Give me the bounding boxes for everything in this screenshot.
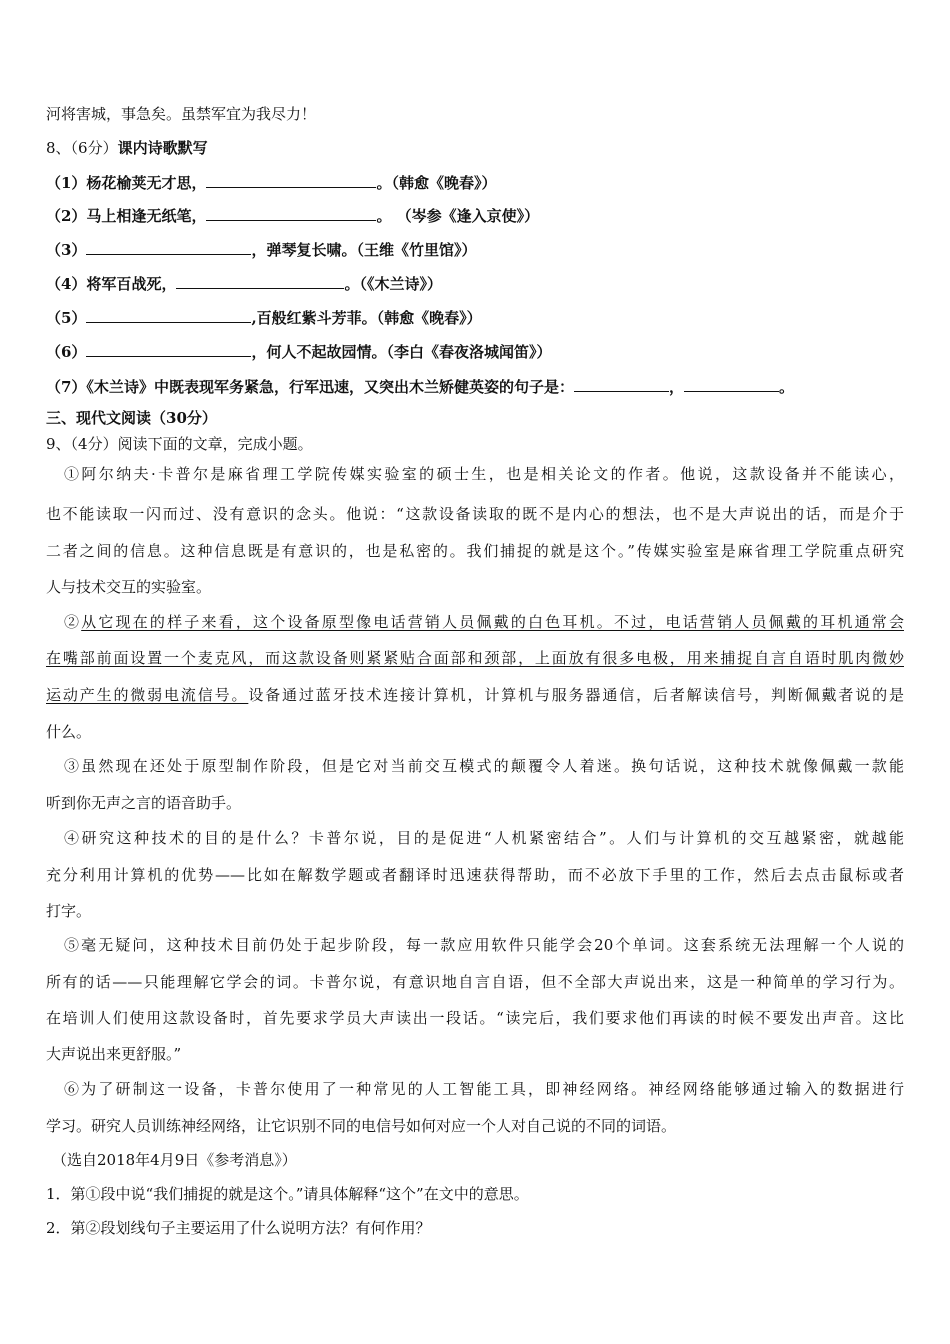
para-5-line: 大声说出来更舒服。” [46, 1045, 182, 1063]
para-4-line: ④研究这种技术的目的是什么？卡普尔说，目的是促进“人机紧密结合”。人们与计算机的交互越紧密，就越能 [64, 829, 904, 847]
question-8-score: 8、（6分） [46, 139, 118, 157]
underlined-sentence: 运动产生的微弱电流信号。 [46, 686, 249, 704]
para-1-line: ①阿尔纳夫·卡普尔是麻省理工学院传媒实验室的硕士生，也是相关论文的作者。他说，这款设备并不能读心， [64, 465, 904, 483]
underlined-sentence: 从它现在的样子来看，这个设备原型像电话营销人员佩戴的白色耳机。不过，电话营销人员佩戴的耳机通常会 [81, 613, 904, 631]
poem-item-4-prefix: （4）将军百战死， [46, 275, 177, 293]
poem-item-3-suffix: ，弹琴复长啸。（王维《竹里馆》） [251, 241, 477, 259]
poem-item-2-prefix: （2）马上相逢无纸笔， [46, 207, 207, 225]
answer-blank-3[interactable] [86, 239, 251, 255]
question-9-header: 9、（4分）阅读下面的文章，完成小题。 [46, 435, 313, 453]
para-1-line: 人与技术交互的实验室。 [46, 578, 212, 596]
poem-item-3 [46, 239, 904, 260]
answer-blank-1[interactable] [206, 172, 376, 188]
poem-item-4 [46, 273, 904, 294]
para-2-text: 设备通过蓝牙技术连接计算机，计算机与服务器通信，后者解读信号，判断佩戴者说的是 [248, 686, 904, 704]
para-1-line: 也不能读取一闪而过、没有意识的念头。他说：“这款设备读取的既不是内心的想法，也不是大声说出的话，而是介于 [46, 505, 904, 523]
answer-blank-4[interactable] [176, 273, 344, 289]
section-3-title: 三、现代文阅读（30分） [46, 409, 217, 427]
poem-item-5-prefix: （5） [46, 309, 87, 327]
poem-item-7 [46, 376, 904, 397]
answer-blank-5[interactable] [86, 307, 251, 323]
poem-item-1 [46, 172, 904, 193]
para-4-line: 打字。 [46, 902, 92, 920]
question-8-title: 课内诗歌默写 [117, 139, 208, 157]
question-8-header [46, 138, 904, 158]
poem-item-4-suffix: 。（《木兰诗》） [344, 275, 442, 293]
poem-item-7-comma: ， [668, 378, 684, 396]
sub-question-1: 1．第①段中说“我们捕捉的就是这个。”请具体解释“这个”在文中的意思。 [46, 1185, 529, 1203]
poem-item-5 [46, 307, 904, 328]
answer-blank-2[interactable] [206, 205, 376, 221]
para-3-line: 听到你无声之言的语音助手。 [46, 794, 242, 812]
para-5-line: 在培训人们使用这款设备时，首先要求学员大声读出一段话。“读完后，我们要求他们再读的时候不要发出声音。这比 [46, 1009, 904, 1027]
para-6-line: 学习。研究人员训练神经网络，让它识别不同的电信号如何对应一个人对自己说的不同的词语。 [46, 1117, 677, 1135]
poem-item-3-prefix: （3） [46, 241, 87, 259]
poem-item-5-suffix: ,百般红紫斗芳菲。（韩愈《晚春》） [251, 309, 482, 327]
poem-item-2 [46, 205, 904, 226]
para-6-line: ⑥为了研制这一设备，卡普尔使用了一种常见的人工智能工具，即神经网络。神经网络能够通过输入的数据进行 [64, 1080, 904, 1098]
intro-line: 河将害城，事急矣。虽禁军宜为我尽力！ [46, 105, 317, 123]
underlined-sentence: 在嘴部前面设置一个麦克风，而这款设备则紧紧贴合面部和颈部，上面放有很多电极，用来捕捉自言自语时肌肉微妙 [46, 649, 904, 667]
poem-item-1-suffix: 。（韩愈《晚春》） [376, 174, 497, 192]
para-5-line: ⑤毫无疑问，这种技术目前仍处于起步阶段，每一款应用软件只能学会20个单词。这套系统无法理解一个人说的 [64, 936, 904, 954]
poem-item-7-suffix: 。 [778, 378, 794, 396]
answer-blank-6[interactable] [86, 341, 251, 357]
para-2-line [46, 685, 904, 705]
source-citation: （选自2018年4月9日《参考消息》） [52, 1151, 297, 1169]
poem-item-6-prefix: （6） [46, 343, 87, 361]
poem-item-6-suffix: ，何人不起故园情。（李白《春夜洛城闻笛》） [251, 343, 552, 361]
answer-blank-7a[interactable] [574, 376, 669, 392]
para-2-line [64, 612, 904, 632]
para-2-marker: ② [64, 613, 82, 631]
para-3-line: ③虽然现在还处于原型制作阶段，但是它对当前交互模式的颠覆令人着迷。换句话说，这种技术就像佩戴一款能 [64, 757, 904, 775]
poem-item-1-prefix: （1）杨花榆荚无才思， [46, 174, 207, 192]
sub-question-2: 2．第②段划线句子主要运用了什么说明方法？有何作用？ [46, 1219, 431, 1237]
para-2-line: 什么。 [46, 723, 92, 741]
poem-item-2-suffix: 。 （岑参《逢入京使》） [376, 207, 540, 225]
poem-item-6 [46, 341, 904, 362]
para-1-line: 二者之间的信息。这种信息既是有意识的，也是私密的。我们捕捉的就是这个。”传媒实验室是麻省理工学院重点研究 [46, 542, 904, 560]
para-4-line: 充分利用计算机的优势——比如在解数学题或者翻译时迅速获得帮助，而不必放下手里的工作，然后去点击鼠标或者 [46, 866, 904, 884]
poem-item-7-prompt: （7）《木兰诗》中既表现军务紧急，行军迅速，又突出木兰矫健英姿的句子是： [46, 378, 574, 396]
para-5-line: 所有的话——只能理解它学会的词。卡普尔说，有意识地自言自语，但不全部大声说出来，这是一种简单的学习行为。 [46, 973, 904, 991]
answer-blank-7b[interactable] [684, 376, 779, 392]
